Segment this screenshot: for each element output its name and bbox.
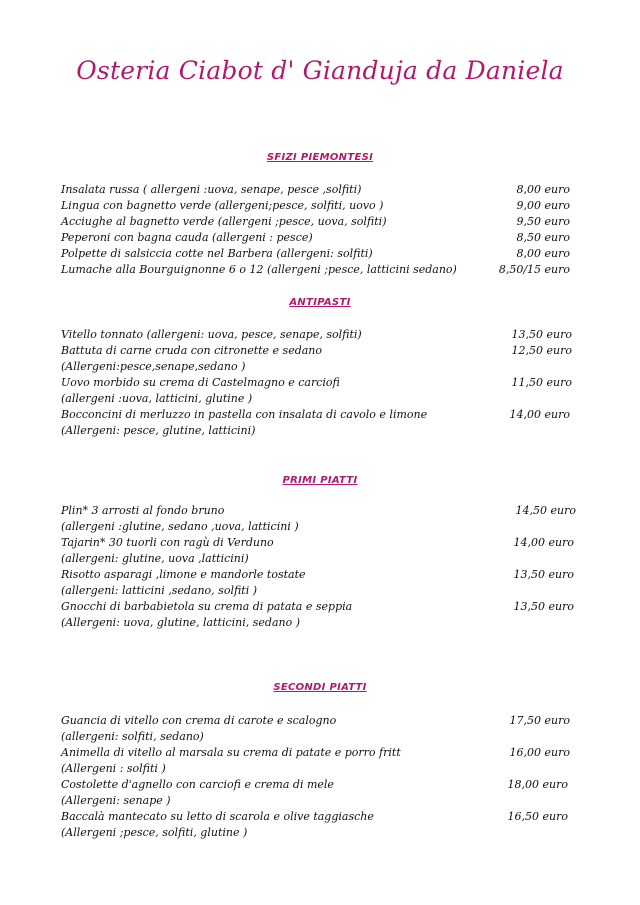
menu-item-name: Lingua con bagnetto verde (allergeni;pesce, solfiti, uovo ) xyxy=(61,199,384,212)
menu-item-price: 8,50 euro xyxy=(516,231,570,244)
menu-item-price: 18,00 euro xyxy=(507,778,568,791)
menu-item-name: Animella di vitello al marsala su crema di patate e porro fritt xyxy=(61,746,401,759)
section-heading-secondi: SECONDI PIATTI xyxy=(273,682,367,693)
menu-item-name: Polpette di salsiccia cotte nel Barbera (allergeni: solfiti) xyxy=(61,247,373,260)
menu-item-price: 12,50 euro xyxy=(511,344,572,357)
menu-item-price: 9,00 euro xyxy=(516,199,570,212)
menu-item-name: Risotto asparagi ,limone e mandorle tostate xyxy=(61,568,306,581)
menu-item-price: 8,00 euro xyxy=(516,183,570,196)
menu-item-allergens: (allergeni: solfiti, sedano) xyxy=(61,730,204,743)
menu-item-price: 13,50 euro xyxy=(513,568,574,581)
menu-item-name: Costolette d'agnello con carciofi e crema di mele xyxy=(61,778,334,791)
menu-item-name: Lumache alla Bourguignonne 6 o 12 (allergeni ;pesce, latticini sedano) xyxy=(61,263,457,276)
menu-item-name: Plin* 3 arrosti al fondo bruno xyxy=(61,504,225,517)
menu-item-price: 16,00 euro xyxy=(509,746,570,759)
menu-item-allergens: (allergeni :glutine, sedano ,uova, latticini ) xyxy=(61,520,299,533)
menu-item-name: Baccalà mantecato su letto di scarola e olive taggiasche xyxy=(61,810,374,823)
menu-item-price: 9,50 euro xyxy=(516,215,570,228)
menu-item-name: Vitello tonnato (allergeni: uova, pesce, senape, solfiti) xyxy=(61,328,362,341)
menu-item-name: Insalata russa ( allergeni :uova, senape, pesce ,solfiti) xyxy=(61,183,362,196)
menu-item-price: 14,00 euro xyxy=(513,536,574,549)
menu-item-allergens: (Allergeni: senape ) xyxy=(61,794,171,807)
menu-item-allergens: (Allergeni: uova, glutine, latticini, sedano ) xyxy=(61,616,300,629)
menu-item-price: 14,00 euro xyxy=(509,408,570,421)
menu-item-price: 11,50 euro xyxy=(511,376,572,389)
menu-item-price: 17,50 euro xyxy=(509,714,570,727)
menu-item-price: 8,00 euro xyxy=(516,247,570,260)
menu-item-name: Uovo morbido su crema di Castelmagno e carciofi xyxy=(61,376,340,389)
menu-item-allergens: (allergeni :uova, latticini, glutine ) xyxy=(61,392,253,405)
menu-item-allergens: (allergeni: glutine, uova ,latticini) xyxy=(61,552,249,565)
menu-item-allergens: (allergeni: latticini ,sedano, solfiti ) xyxy=(61,584,258,597)
menu-item-allergens: (Allergeni ;pesce, solfiti, glutine ) xyxy=(61,826,248,839)
menu-item-name: Acciughe al bagnetto verde (allergeni ;pesce, uova, solfiti) xyxy=(61,215,387,228)
section-heading-sfizi: SFIZI PIEMONTESI xyxy=(266,152,374,163)
menu-item-allergens: (Allergeni:pesce,senape,sedano ) xyxy=(61,360,246,373)
menu-item-allergens: (Allergeni: pesce, glutine, latticini) xyxy=(61,424,256,437)
menu-item-name: Gnocchi di barbabietola su crema di patata e seppia xyxy=(61,600,353,613)
section-heading-antipasti: ANTIPASTI xyxy=(289,297,351,308)
restaurant-title: Osteria Ciabot d' Gianduja da Daniela xyxy=(76,56,564,85)
menu-item-price: 14,50 euro xyxy=(515,504,576,517)
menu-item-name: Bocconcini di merluzzo in pastella con insalata di cavolo e limone xyxy=(61,408,428,421)
menu-item-name: Peperoni con bagna cauda (allergeni : pesce) xyxy=(61,231,313,244)
menu-item-price: 8,50/15 euro xyxy=(498,263,570,276)
menu-item-price: 13,50 euro xyxy=(511,328,572,341)
menu-item-name: Guancia di vitello con crema di carote e scalogno xyxy=(61,714,337,727)
menu-item-allergens: (Allergeni : solfiti ) xyxy=(61,762,166,775)
menu-item-price: 16,50 euro xyxy=(507,810,568,823)
menu-item-name: Battuta di carne cruda con citronette e sedano xyxy=(61,344,323,357)
section-heading-primi: PRIMI PIATTI xyxy=(282,475,358,486)
menu-item-price: 13,50 euro xyxy=(513,600,574,613)
menu-item-name: Tajarin* 30 tuorli con ragù di Verduno xyxy=(61,536,274,549)
